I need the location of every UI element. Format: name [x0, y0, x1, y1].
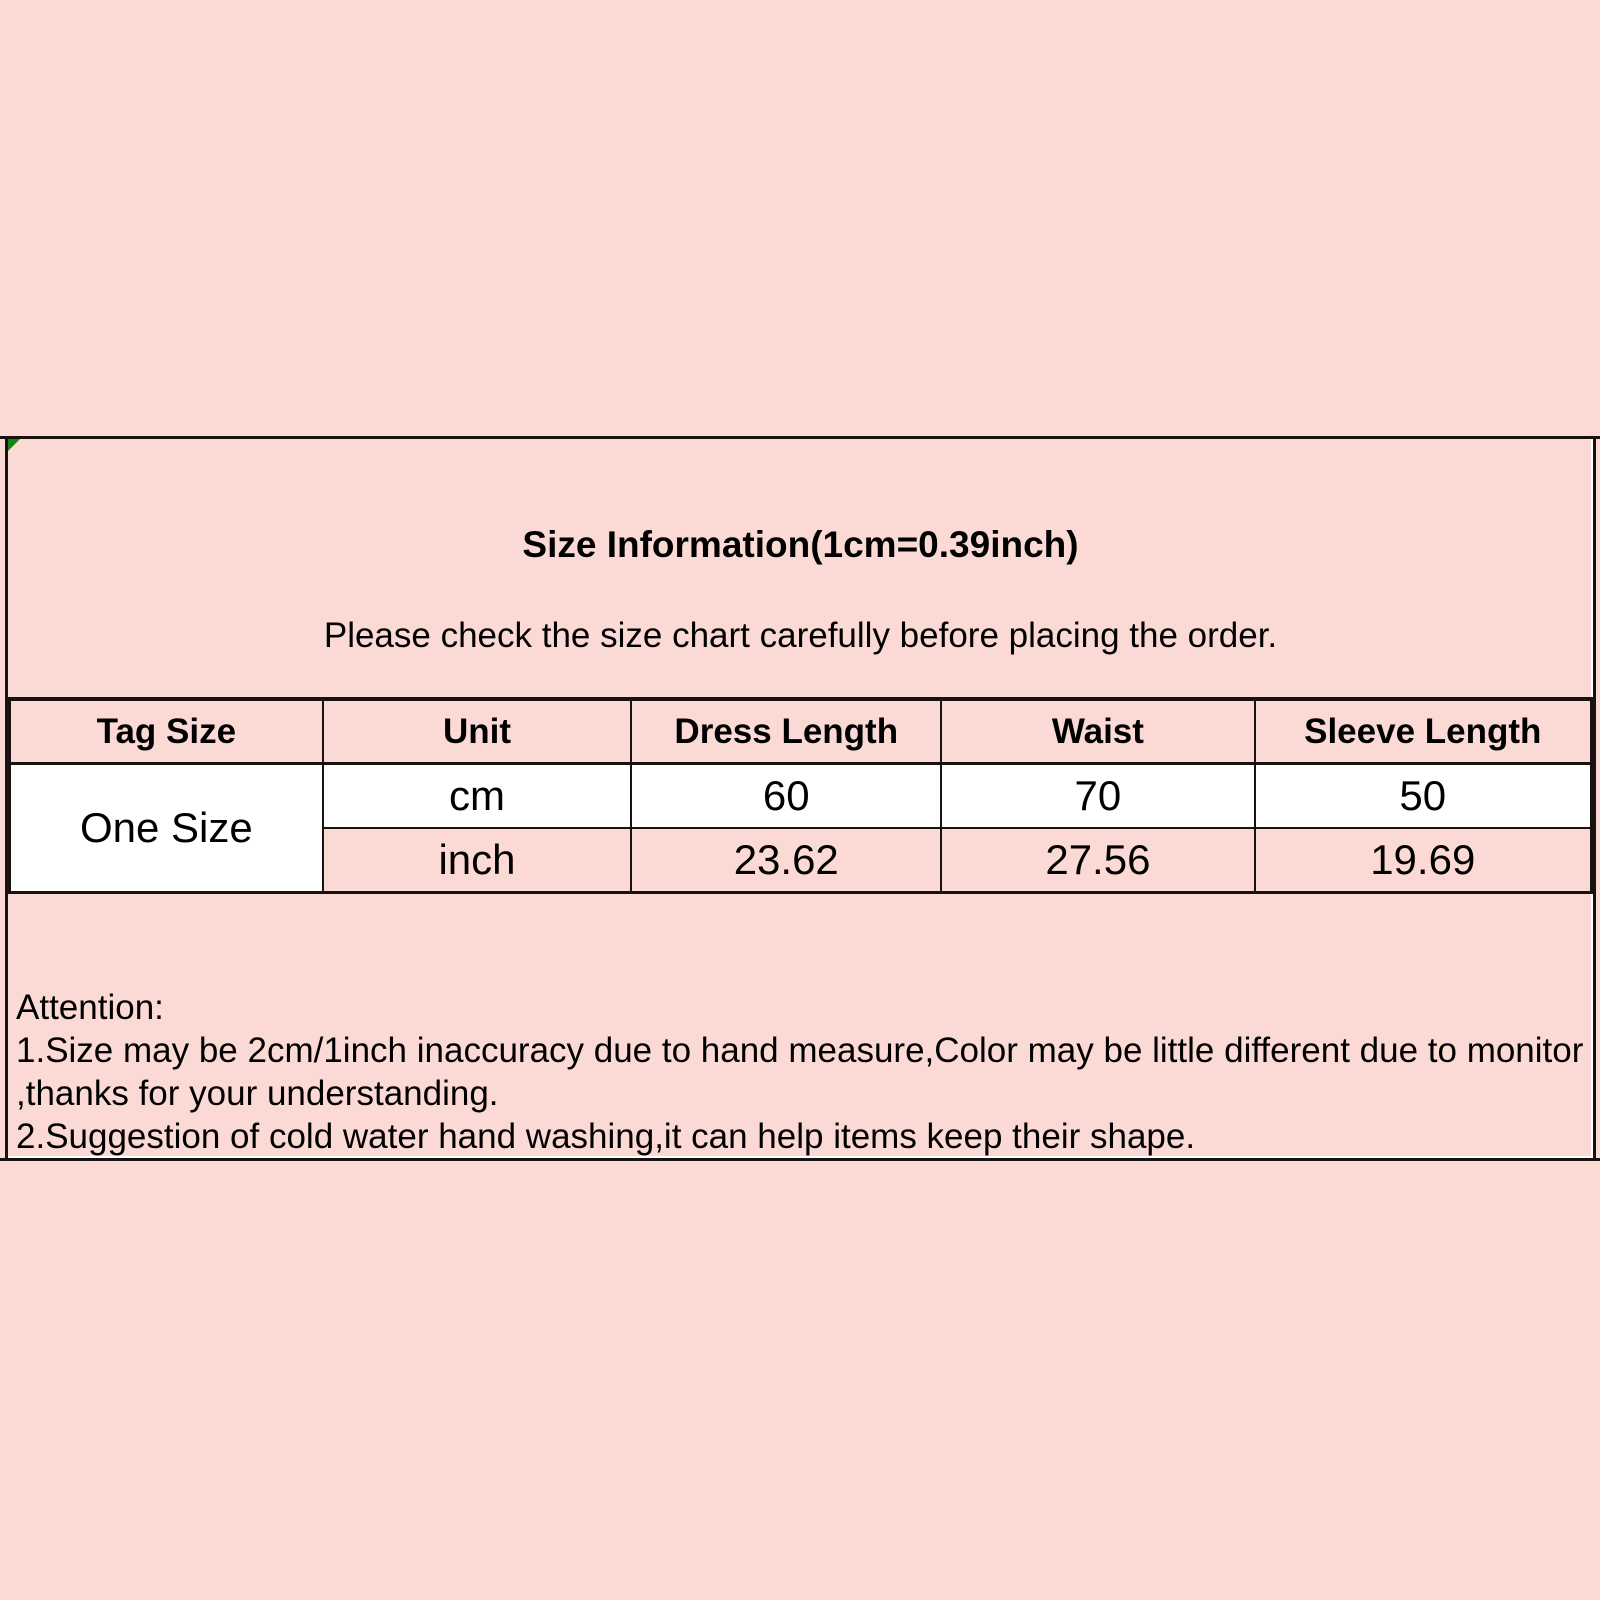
size-info-panel: [5, 436, 1596, 1161]
header-dress-length: Dress Length: [631, 699, 941, 764]
attention-heading: Attention:: [16, 988, 164, 1027]
waist-inch: 27.56: [941, 828, 1254, 893]
dress-length-inch: 23.62: [631, 828, 941, 893]
attention-line: 2.Suggestion of cold water hand washing,it can help items keep their shape.: [16, 1117, 1196, 1156]
header-sleeve-length: Sleeve Length: [1255, 699, 1592, 764]
size-table: [8, 697, 1593, 894]
sleeve-length-cm: 50: [1255, 764, 1592, 829]
unit-cm: cm: [323, 764, 631, 829]
attention-line: ,thanks for your understanding.: [16, 1074, 499, 1113]
panel-title: Size Information(1cm=0.39inch): [522, 524, 1079, 565]
sleeve-length-inch: 19.69: [1255, 828, 1592, 893]
attention-block: [8, 986, 1593, 1158]
header-unit: Unit: [323, 699, 631, 764]
header-tag-size: Tag Size: [10, 699, 323, 764]
table-row-cm: [10, 764, 1592, 829]
waist-cm: 70: [941, 764, 1254, 829]
corner-triangle-marker: [8, 439, 20, 451]
header-waist: Waist: [941, 699, 1254, 764]
attention-line: 1.Size may be 2cm/1inch inaccuracy due to hand measure,Color may be little different due to monitor: [16, 1031, 1584, 1070]
panel-subtitle: Please check the size chart carefully before placing the order.: [323, 616, 1278, 655]
tag-size-value: One Size: [10, 764, 323, 893]
unit-inch: inch: [323, 828, 631, 893]
dress-length-cm: 60: [631, 764, 941, 829]
table-header-row: [10, 699, 1592, 764]
